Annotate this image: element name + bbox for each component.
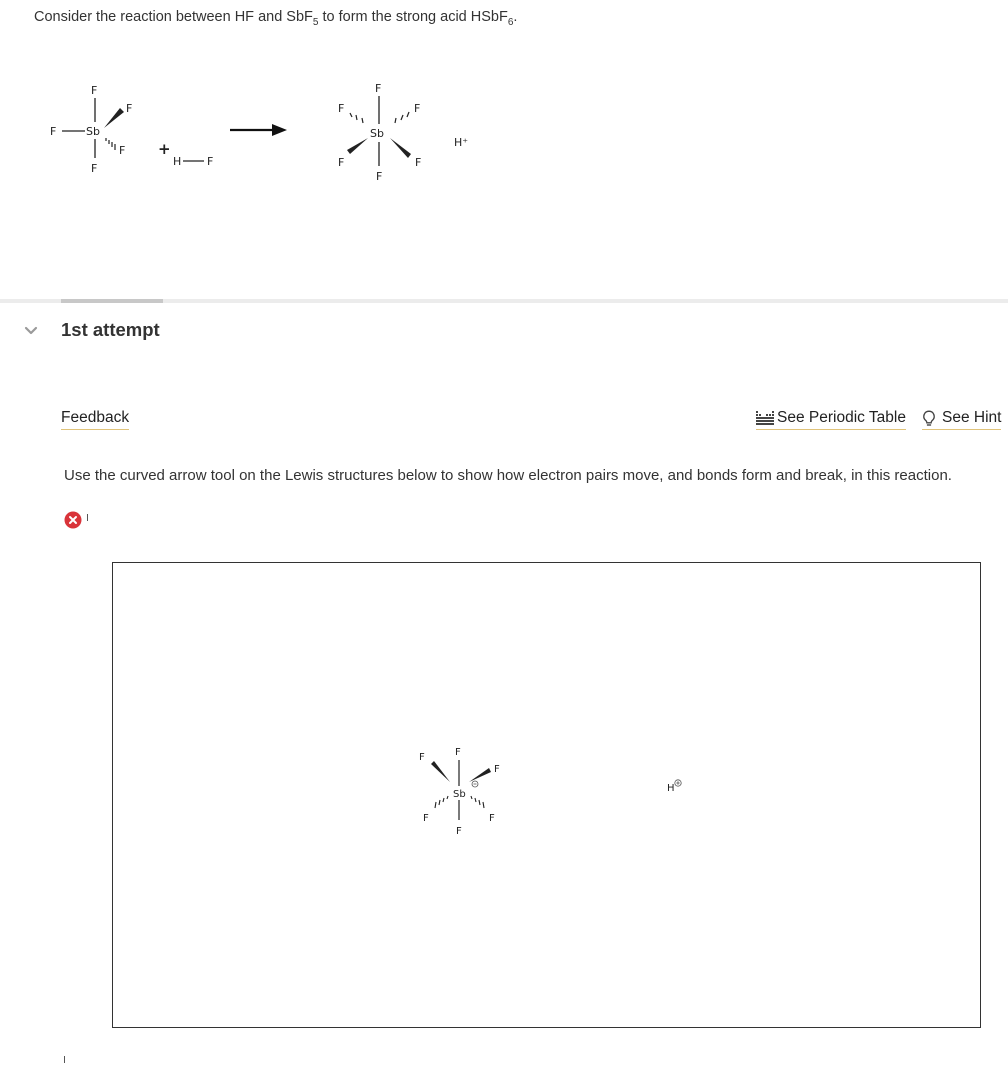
feedback-label: Feedback: [61, 409, 130, 426]
tick-mark: [64, 1056, 65, 1063]
instructions-text: Use the curved arrow tool on the Lewis structures below to show how electron pairs move, and bonds form and break, in this reaction.: [64, 467, 952, 484]
fluorine-atom: F: [91, 84, 98, 97]
fluorine-atom: F: [456, 826, 462, 837]
tick-mark: [87, 514, 88, 521]
fluorine-atom: F: [338, 102, 345, 115]
see-periodic-table-link[interactable]: [756, 409, 906, 430]
see-hint-label: See Hint: [942, 409, 1002, 426]
plus-sign: +: [158, 140, 171, 158]
fluorine-atom: F: [494, 764, 500, 775]
periodic-table-icon: [756, 411, 774, 426]
fluorine-atom: F: [207, 155, 214, 168]
question-text: Consider the reaction between HF and SbF$_5$ to form the strong acid HSbF$_6$.: [34, 9, 518, 28]
fluorine-atom: F: [376, 170, 383, 183]
sbf5-molecule: [50, 84, 132, 175]
sb-atom: Sb: [370, 127, 384, 140]
canvas-molecules: [403, 738, 723, 848]
feedback-link[interactable]: [61, 409, 129, 430]
fluorine-atom: F: [419, 752, 425, 763]
see-periodic-table-label: See Periodic Table: [777, 409, 906, 426]
see-hint-link[interactable]: [922, 409, 1001, 430]
fluorine-atom: F: [119, 144, 126, 157]
fluorine-atom: F: [423, 813, 429, 824]
fluorine-atom: F: [338, 156, 345, 169]
fluorine-atom: F: [91, 162, 98, 175]
fluorine-atom: F: [50, 125, 57, 138]
fluorine-atom: F: [489, 813, 495, 824]
incorrect-x-icon: [64, 511, 82, 529]
reaction-arrow: [230, 124, 287, 136]
chevron-down-icon[interactable]: [22, 322, 40, 340]
curved-arrow-drawing-canvas[interactable]: [112, 562, 981, 1028]
hf-molecule: [173, 155, 213, 168]
sbf6-anion: [338, 82, 421, 183]
fluorine-atom: F: [415, 156, 422, 169]
fluorine-atom: F: [375, 82, 382, 95]
sb-atom: Sb: [86, 125, 100, 138]
sb-atom: Sb: [453, 789, 466, 800]
hydrogen-atom: H: [667, 783, 675, 794]
reaction-scheme: [20, 70, 520, 200]
fluorine-atom: F: [414, 102, 421, 115]
sbf6-anion-canvas[interactable]: [419, 747, 500, 837]
fluorine-atom: F: [126, 102, 133, 115]
attempt-heading: 1st attempt: [61, 319, 160, 340]
proton-label: H⁺: [454, 136, 469, 149]
fluorine-atom: F: [455, 747, 461, 758]
lightbulb-icon: [922, 410, 936, 427]
attempt-tab-indicator: [61, 299, 163, 303]
hydrogen-atom: H: [173, 155, 182, 168]
proton-canvas[interactable]: [667, 780, 681, 794]
